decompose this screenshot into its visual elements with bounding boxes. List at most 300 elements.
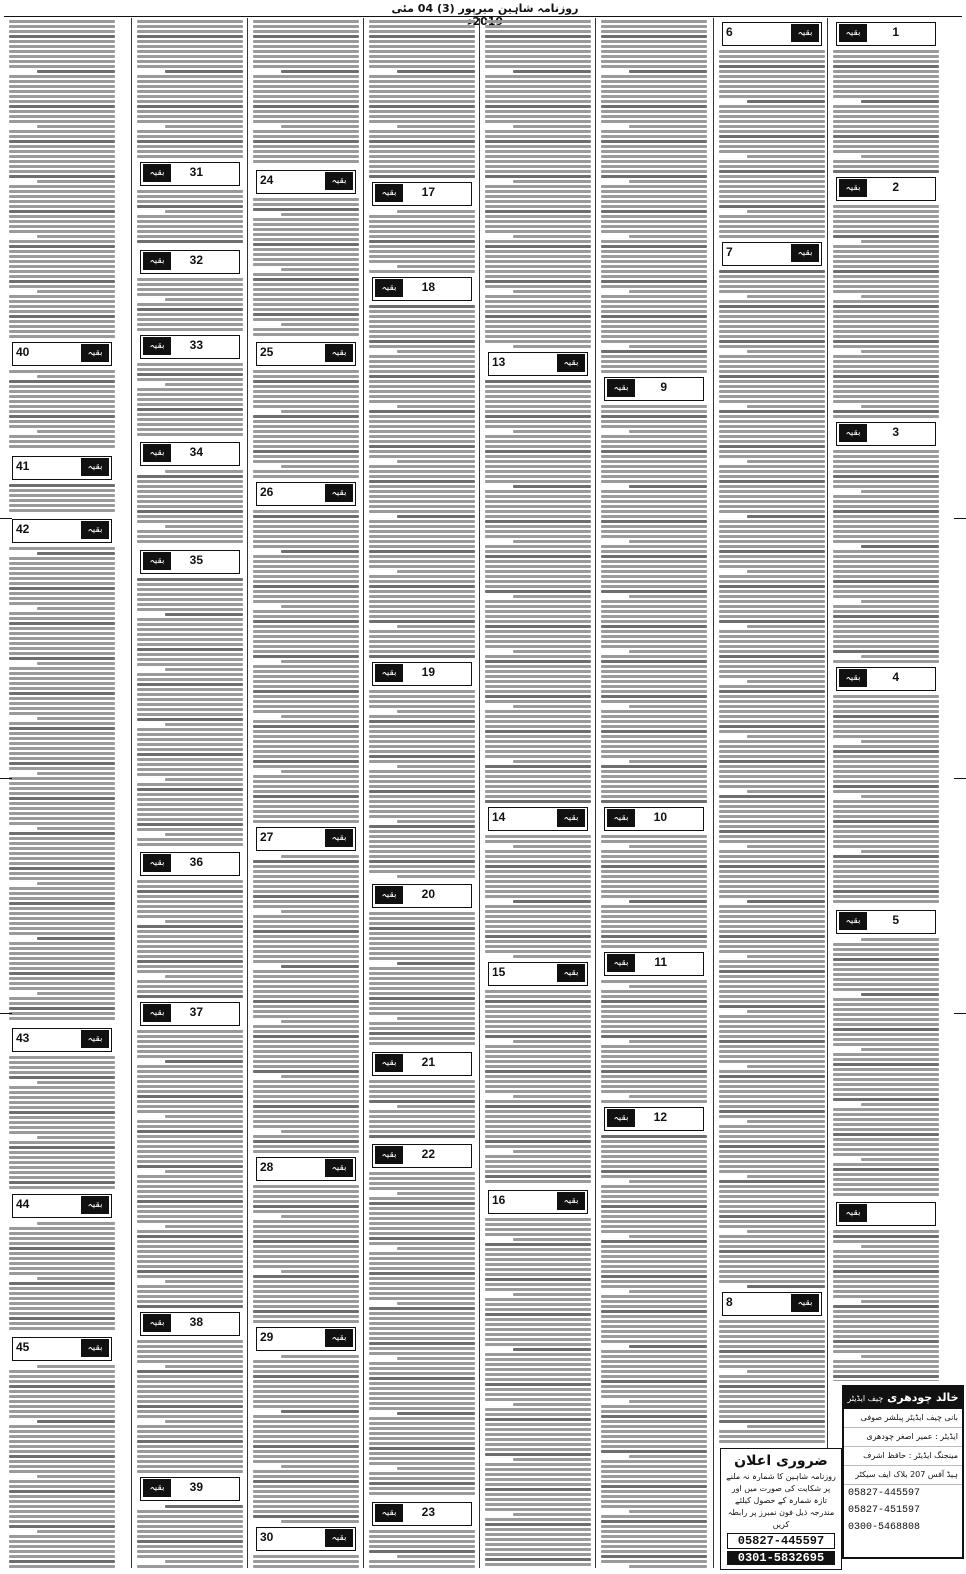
- text-line: [397, 70, 475, 73]
- text-line: [719, 895, 825, 898]
- text-line: [253, 1290, 359, 1293]
- text-line: [601, 1525, 707, 1528]
- text-line: [369, 1252, 475, 1255]
- text-line: [9, 577, 115, 580]
- text-line: [833, 800, 939, 803]
- text-line: [719, 710, 825, 713]
- text-line: [137, 293, 243, 296]
- text-line: [719, 520, 825, 523]
- text-line: [861, 405, 939, 408]
- text-line: [601, 445, 707, 448]
- text-line: [369, 1402, 475, 1405]
- text-line: [253, 645, 359, 648]
- text-line: [601, 305, 707, 308]
- text-line: [369, 1085, 475, 1088]
- text-line: [9, 165, 115, 168]
- text-line: [369, 535, 475, 538]
- editor-name: عمیر اصغر چودھری: [866, 1432, 933, 1441]
- text-line: [369, 997, 475, 1000]
- text-line: [253, 208, 359, 211]
- text-line: [485, 550, 591, 553]
- text-line: [137, 278, 243, 281]
- text-line: [281, 770, 359, 773]
- text-line: [833, 145, 939, 148]
- text-line: [137, 773, 243, 776]
- text-line: [253, 425, 359, 428]
- text-line: [9, 30, 115, 33]
- managing-editor-label: مینجنگ ایڈیٹر: [913, 1451, 958, 1460]
- text-line: [369, 540, 475, 543]
- text-line: [719, 865, 825, 868]
- text-line: [137, 1105, 243, 1108]
- text-line: [833, 270, 939, 273]
- text-line: [601, 935, 707, 938]
- registration-mark: [954, 778, 966, 779]
- text-line: [253, 615, 359, 618]
- text-line: [719, 290, 825, 293]
- text-line: [833, 710, 939, 713]
- text-line: [253, 990, 359, 993]
- text-line: [719, 1190, 825, 1193]
- text-line: [513, 955, 591, 958]
- text-line: [719, 705, 825, 708]
- text-line: [253, 740, 359, 743]
- text-line: [253, 1400, 359, 1403]
- text-line: [485, 615, 591, 618]
- text-line: [719, 1245, 825, 1248]
- text-line: [485, 715, 591, 718]
- text-line: [9, 1327, 115, 1330]
- text-line: [719, 1435, 825, 1438]
- text-line: [137, 135, 243, 138]
- text-line: [485, 1323, 591, 1326]
- text-line: [485, 1493, 591, 1496]
- text-line: [253, 1025, 359, 1028]
- text-line: [369, 1242, 475, 1245]
- text-line: [137, 990, 243, 993]
- text-line: [719, 310, 825, 313]
- text-line: [165, 1505, 243, 1508]
- text-line: [601, 100, 707, 103]
- text-line: [369, 1432, 475, 1435]
- text-line: [601, 450, 707, 453]
- text-line: [719, 275, 825, 278]
- text-line: [137, 1400, 243, 1403]
- text-line: [253, 1475, 359, 1478]
- text-line: [719, 1160, 825, 1163]
- text-line: [601, 1445, 707, 1448]
- text-line: [601, 615, 707, 618]
- text-line: [833, 1063, 939, 1066]
- text-line: [253, 375, 359, 378]
- text-line: [253, 775, 359, 778]
- text-line: [719, 810, 825, 813]
- text-line: [253, 370, 359, 373]
- text-line: [9, 435, 115, 438]
- text-line: [9, 917, 115, 920]
- text-line: [253, 333, 359, 336]
- text-line: [629, 705, 707, 708]
- text-line: [369, 345, 475, 348]
- text-line: [137, 1200, 243, 1203]
- text-line: [397, 460, 475, 463]
- text-line: [833, 225, 939, 228]
- text-line: [601, 670, 707, 673]
- text-line: [485, 770, 591, 773]
- text-line: [485, 910, 591, 913]
- text-line: [601, 785, 707, 788]
- text-line: [9, 45, 115, 48]
- text-line: [601, 555, 707, 558]
- text-line: [833, 978, 939, 981]
- continuation-number: 32: [189, 253, 203, 267]
- text-line: [601, 1000, 707, 1003]
- text-line: [281, 660, 359, 663]
- text-line: [485, 330, 591, 333]
- text-line: [137, 428, 243, 431]
- text-line: [369, 1110, 475, 1113]
- text-line: [833, 963, 939, 966]
- text-line: [369, 115, 475, 118]
- text-line: [397, 515, 475, 518]
- text-line: [9, 1490, 115, 1493]
- text-line: [601, 35, 707, 38]
- continuation-number: 20: [421, 887, 435, 901]
- text-line: [833, 760, 939, 763]
- column-separator: [713, 18, 714, 1568]
- text-line: [833, 998, 939, 1001]
- text-line: [369, 60, 475, 63]
- text-line: [601, 135, 707, 138]
- text-line: [137, 1135, 243, 1138]
- text-line: [833, 1240, 939, 1243]
- text-line: [601, 1380, 707, 1383]
- text-line: [9, 440, 115, 443]
- column-3: [598, 18, 710, 1568]
- text-line: [861, 655, 939, 658]
- text-line: [485, 740, 591, 743]
- text-line: [601, 565, 707, 568]
- text-line: [253, 555, 359, 558]
- text-line: [137, 1520, 243, 1523]
- text-line: [369, 610, 475, 613]
- text-line: [9, 1307, 115, 1310]
- text-line: [719, 1140, 825, 1143]
- text-line: [833, 1270, 939, 1273]
- text-line: [485, 490, 591, 493]
- text-line: [485, 765, 591, 768]
- text-line: [833, 370, 939, 373]
- text-line: [369, 440, 475, 443]
- text-line: [601, 530, 707, 533]
- text-line: [601, 215, 707, 218]
- text-line: [369, 1222, 475, 1225]
- text-line: [629, 1180, 707, 1183]
- text-line: [601, 1185, 707, 1188]
- text-line: [9, 509, 115, 512]
- text-line: [369, 1267, 475, 1270]
- text-line: [137, 588, 243, 591]
- text-line: [719, 1400, 825, 1403]
- text-line: [9, 1440, 115, 1443]
- text-line: [253, 1105, 359, 1108]
- text-line: [9, 712, 115, 715]
- text-line: [513, 1403, 591, 1406]
- text-line: [601, 1375, 707, 1378]
- text-line: [719, 360, 825, 363]
- text-line: [485, 660, 591, 663]
- text-line: [601, 1335, 707, 1338]
- text-line: [485, 1363, 591, 1366]
- text-line: [601, 260, 707, 263]
- text-line: [719, 65, 825, 68]
- continuation-tag: بقیہ: [375, 1054, 403, 1072]
- text-line: [833, 265, 939, 268]
- text-line: [629, 1040, 707, 1043]
- text-line: [253, 720, 359, 723]
- text-line: [629, 485, 707, 488]
- text-line: [601, 1240, 707, 1243]
- text-line: [369, 1342, 475, 1345]
- text-line: [833, 1098, 939, 1101]
- continuation-tag: بقیہ: [81, 344, 109, 362]
- text-line: [833, 250, 939, 253]
- text-line: [369, 435, 475, 438]
- text-line: [833, 790, 939, 793]
- text-line: [37, 180, 115, 183]
- text-line: [485, 920, 591, 923]
- text-line: [369, 365, 475, 368]
- text-line: [9, 912, 115, 915]
- continuation-tag: بقیہ: [839, 912, 867, 930]
- continuation-number: 42: [16, 522, 30, 536]
- text-line: [253, 110, 359, 113]
- text-line: [601, 1500, 707, 1503]
- text-line: [369, 390, 475, 393]
- text-line: [601, 1430, 707, 1433]
- text-line: [369, 1292, 475, 1295]
- text-line: [629, 235, 707, 238]
- text-line: [9, 255, 115, 258]
- text-line: [137, 1085, 243, 1088]
- text-line: [253, 1100, 359, 1103]
- text-line: [137, 1080, 243, 1083]
- text-line: [9, 1282, 115, 1285]
- text-line: [369, 1367, 475, 1370]
- text-line: [485, 265, 591, 268]
- text-line: [601, 710, 707, 713]
- text-line: [137, 813, 243, 816]
- text-line: [9, 592, 115, 595]
- text-line: [601, 410, 707, 413]
- text-line: [9, 627, 115, 630]
- text-line: [137, 120, 243, 123]
- continuation-tag: بقیہ: [81, 521, 109, 539]
- text-line: [9, 557, 115, 560]
- text-line: [719, 280, 825, 283]
- text-line: [601, 995, 707, 998]
- text-line: [369, 1232, 475, 1235]
- text-line: [719, 1395, 825, 1398]
- text-line: [137, 1035, 243, 1038]
- text-line: [601, 310, 707, 313]
- text-line: [719, 230, 825, 233]
- text-line: [137, 1440, 243, 1443]
- text-line: [253, 1455, 359, 1458]
- text-line: [137, 230, 243, 233]
- text-line: [369, 1392, 475, 1395]
- text-line: [601, 1385, 707, 1388]
- continuation-number: 39: [189, 1480, 203, 1494]
- text-line: [601, 1350, 707, 1353]
- text-line: [369, 942, 475, 945]
- text-line: [485, 1548, 591, 1551]
- text-line: [485, 545, 591, 548]
- text-line: [9, 175, 115, 178]
- column-separator: [363, 18, 364, 1568]
- text-line: [37, 607, 115, 610]
- text-line: [719, 1040, 825, 1043]
- text-line: [253, 273, 359, 276]
- text-line: [369, 932, 475, 935]
- text-line: [369, 1442, 475, 1445]
- text-line: [9, 642, 115, 645]
- text-line: [719, 1205, 825, 1208]
- text-line: [9, 105, 115, 108]
- text-line: [629, 1290, 707, 1293]
- text-line: [369, 1212, 475, 1215]
- text-line: [485, 1223, 591, 1226]
- text-line: [253, 1080, 359, 1083]
- text-line: [253, 298, 359, 301]
- text-line: [833, 1058, 939, 1061]
- text-line: [369, 1002, 475, 1005]
- text-line: [369, 35, 475, 38]
- text-line: [601, 1360, 707, 1363]
- text-line: [833, 165, 939, 168]
- text-line: [485, 320, 591, 323]
- text-line: [601, 1480, 707, 1483]
- text-line: [833, 590, 939, 593]
- text-line: [485, 795, 591, 798]
- text-line: [37, 1222, 115, 1225]
- text-line: [9, 310, 115, 313]
- text-line: [137, 1260, 243, 1263]
- text-line: [9, 697, 115, 700]
- text-line: [485, 565, 591, 568]
- text-line: [485, 450, 591, 453]
- text-line: [719, 1365, 825, 1368]
- text-line: [253, 140, 359, 143]
- text-line: [485, 1373, 591, 1376]
- notice-phone-2: 0301-5832695: [727, 1551, 835, 1565]
- text-line: [719, 345, 825, 348]
- text-line: [369, 415, 475, 418]
- text-line: [601, 285, 707, 288]
- text-line: [165, 1420, 243, 1423]
- text-line: [137, 633, 243, 636]
- text-line: [253, 1460, 359, 1463]
- text-line: [485, 755, 591, 758]
- text-line: [253, 600, 359, 603]
- text-line: [369, 1312, 475, 1315]
- text-line: [369, 690, 475, 693]
- text-line: [369, 235, 475, 238]
- text-line: [253, 1000, 359, 1003]
- text-line: [485, 195, 591, 198]
- text-line: [601, 1550, 707, 1553]
- text-line: [719, 270, 825, 273]
- text-line: [397, 875, 475, 878]
- text-line: [253, 980, 359, 983]
- text-line: [485, 1448, 591, 1451]
- editor: ایڈیٹر : عمیر اصغر چودھری: [844, 1428, 962, 1447]
- text-line: [719, 410, 825, 413]
- text-line: [719, 320, 825, 323]
- text-line: [137, 945, 243, 948]
- text-line: [719, 435, 825, 438]
- text-line: [601, 655, 707, 658]
- text-line: [485, 1218, 591, 1221]
- text-line: [485, 415, 591, 418]
- text-line: [485, 215, 591, 218]
- text-line: [9, 499, 115, 502]
- text-line: [513, 1458, 591, 1461]
- text-line: [601, 1160, 707, 1163]
- text-line: [9, 140, 115, 143]
- text-line: [601, 740, 707, 743]
- text-line: [9, 1505, 115, 1508]
- text-line: [281, 1130, 359, 1133]
- text-line: [9, 587, 115, 590]
- text-line: [601, 75, 707, 78]
- text-line: [253, 1045, 359, 1048]
- text-line: [485, 1045, 591, 1048]
- text-line: [137, 598, 243, 601]
- text-line: [253, 435, 359, 438]
- text-line: [137, 323, 243, 326]
- text-line: [253, 1425, 359, 1428]
- text-line: [833, 280, 939, 283]
- text-line: [253, 1435, 359, 1438]
- chief-editor-name: خالد چودھری: [887, 1391, 959, 1404]
- text-line: [601, 210, 707, 213]
- text-line: [137, 1250, 243, 1253]
- text-line: [253, 80, 359, 83]
- text-line: [601, 1010, 707, 1013]
- text-line: [253, 1300, 359, 1303]
- text-line: [137, 433, 243, 436]
- text-line: [485, 1538, 591, 1541]
- text-line: [253, 580, 359, 583]
- text-line: [485, 560, 591, 563]
- text-line: [253, 303, 359, 306]
- text-line: [253, 1255, 359, 1258]
- continuation-number: 37: [189, 1005, 203, 1019]
- text-line: [485, 135, 591, 138]
- text-line: [9, 265, 115, 268]
- text-line: [833, 1183, 939, 1186]
- text-line: [253, 1250, 359, 1253]
- text-line: [833, 625, 939, 628]
- text-line: [9, 320, 115, 323]
- text-line: [719, 445, 825, 448]
- text-line: [9, 1121, 115, 1124]
- text-line: [9, 1247, 115, 1250]
- text-line: [833, 720, 939, 723]
- text-line: [601, 45, 707, 48]
- text-line: [253, 415, 359, 418]
